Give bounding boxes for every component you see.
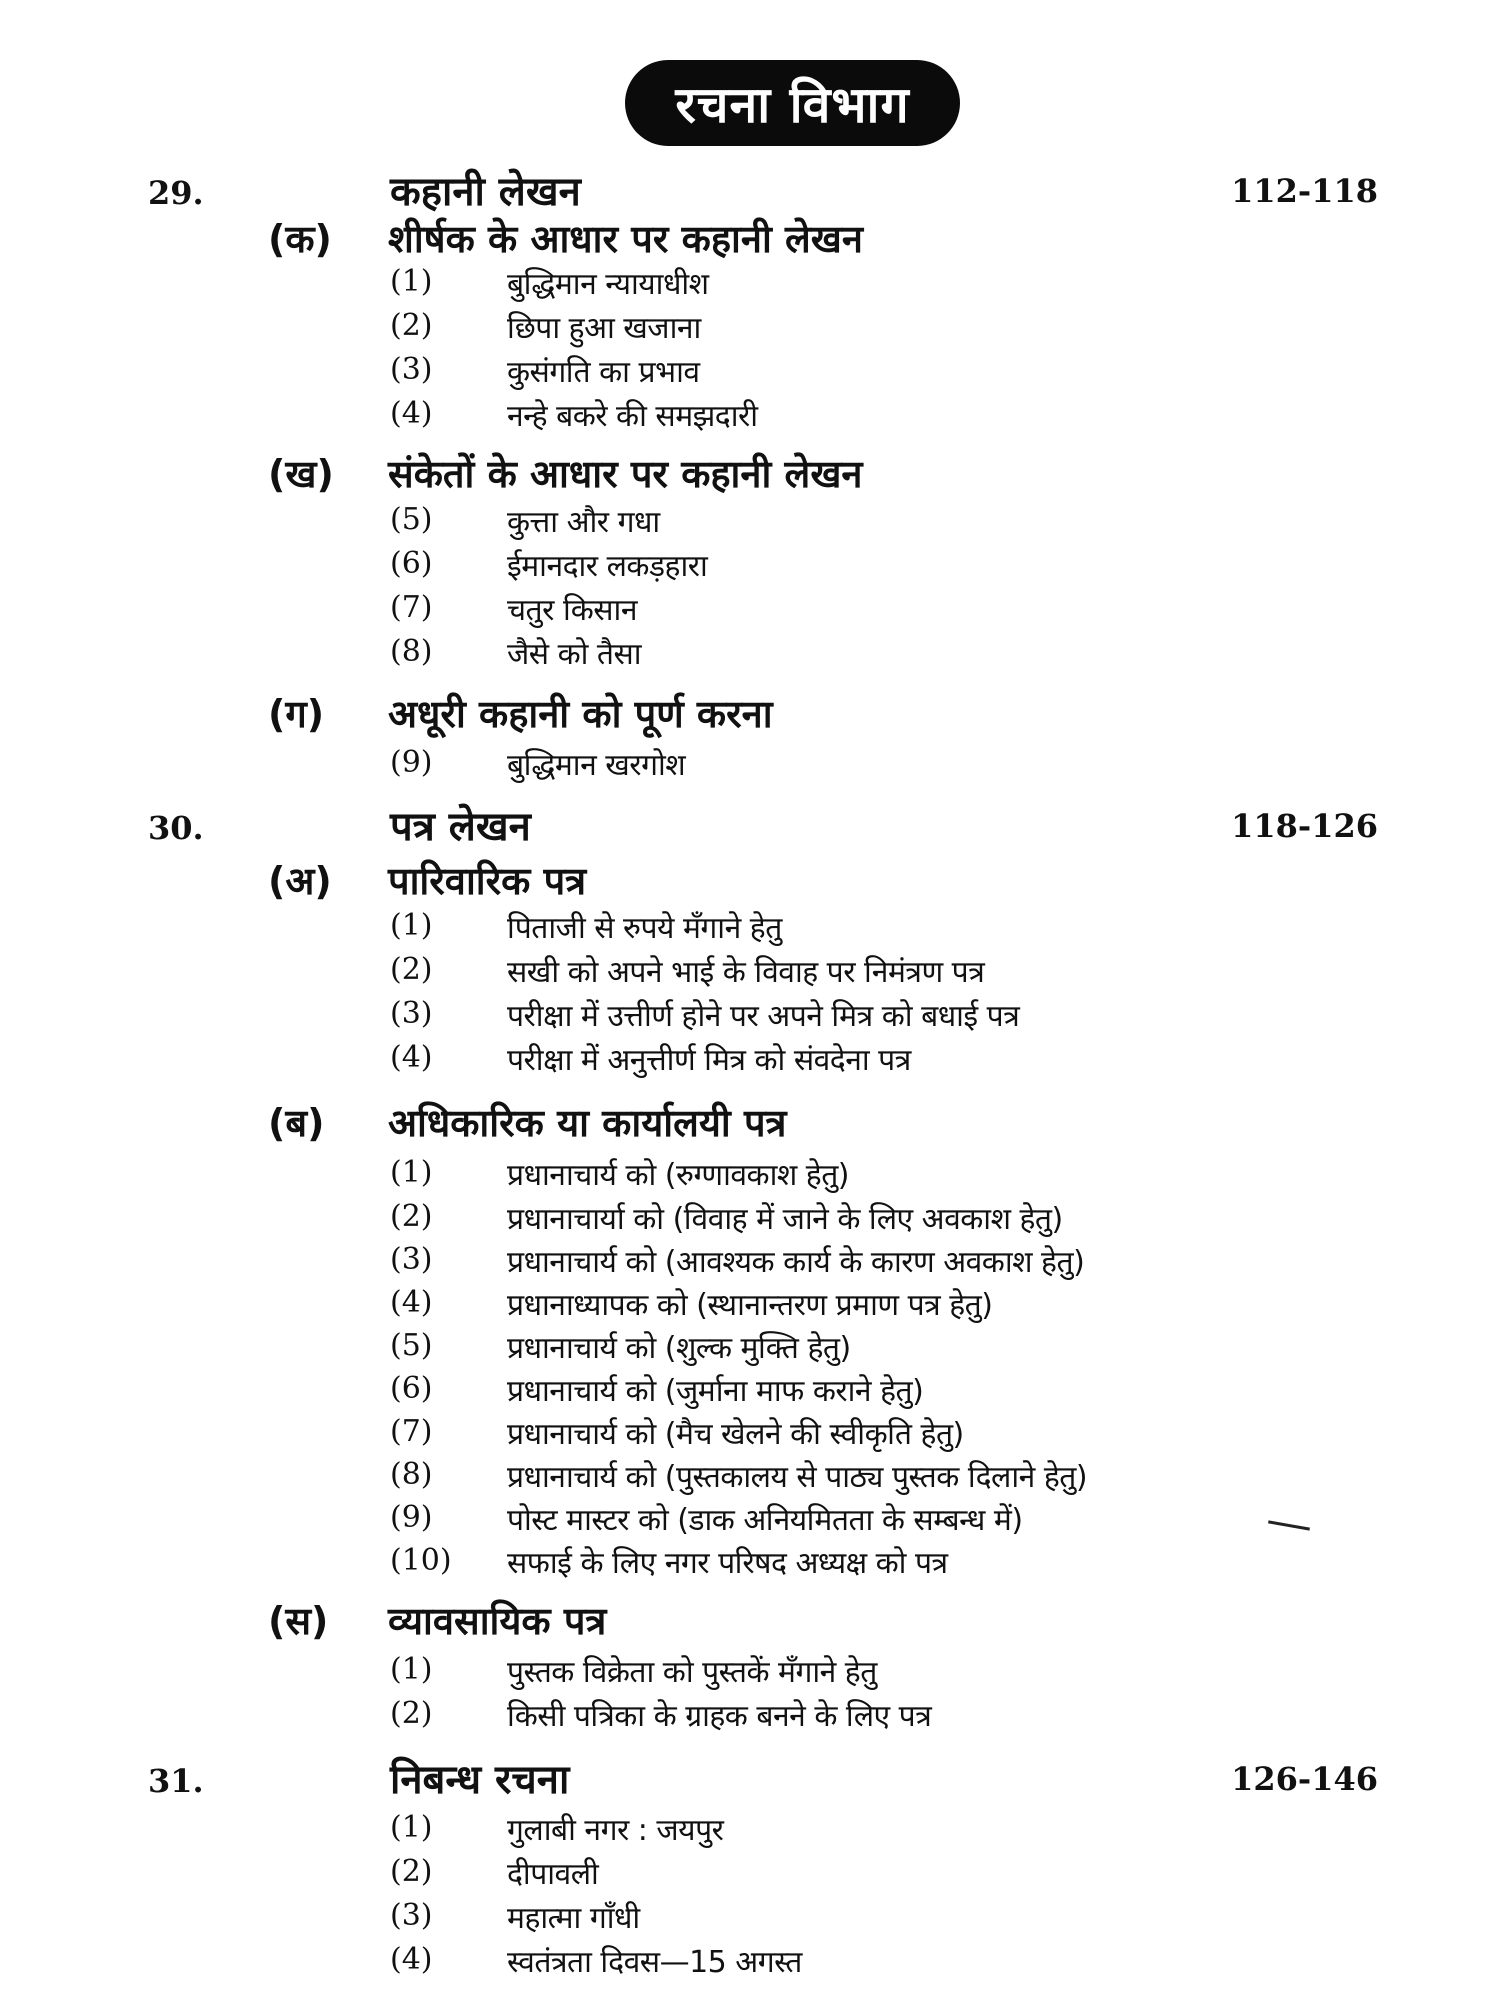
item-number: (9) <box>390 1500 433 1535</box>
item-text: नन्हे बकरे की समझदारी <box>507 399 758 434</box>
section-label: (ख) <box>268 452 334 496</box>
item-number: (2) <box>390 1696 433 1731</box>
item-text: पिताजी से रुपये मँगाने हेतु <box>507 911 782 946</box>
item-number: (2) <box>390 308 433 343</box>
item-text: प्रधानाचार्य को (शुल्क मुक्ति हेतु) <box>507 1331 851 1366</box>
item-text: स्वतंत्रता दिवस—15 अगस्त <box>507 1945 802 1980</box>
section-label: (स) <box>268 1599 329 1643</box>
list-item <box>0 1896 1500 1940</box>
item-text: प्रधानाध्यापक को (स्थानान्तरण प्रमाण पत्र हेतु) <box>507 1288 993 1323</box>
item-number: (2) <box>390 1854 433 1889</box>
section-heading <box>0 685 1500 741</box>
list-item <box>0 1852 1500 1896</box>
list-item <box>0 632 1500 676</box>
list-item <box>0 1650 1500 1694</box>
list-item <box>0 1455 1500 1499</box>
section-label: (अ) <box>268 859 332 903</box>
item-number: (8) <box>390 634 433 669</box>
list-item <box>0 743 1500 787</box>
item-number: (1) <box>390 1652 433 1687</box>
item-number: (5) <box>390 502 433 537</box>
section-title: पारिवारिक पत्र <box>388 859 587 903</box>
item-text: परीक्षा में अनुत्तीर्ण मित्र को संवदेना पत्र <box>507 1043 911 1078</box>
item-number: (9) <box>390 745 433 780</box>
item-text: कुत्ता और गधा <box>507 505 660 540</box>
section-heading <box>0 210 1500 266</box>
list-item <box>0 906 1500 950</box>
item-number: (4) <box>390 1285 433 1320</box>
item-number: (1) <box>390 264 433 299</box>
item-text: ईमानदार लकड़हारा <box>507 549 708 584</box>
item-text: सखी को अपने भाई के विवाह पर निमंत्रण पत्र <box>507 955 985 990</box>
item-text: प्रधानाचार्य को (जुर्माना माफ कराने हेतु) <box>507 1374 924 1409</box>
list-item <box>0 1694 1500 1738</box>
item-text: गुलाबी नगर : जयपुर <box>507 1813 724 1848</box>
item-text: प्रधानाचार्य को (मैच खेलने की स्वीकृति हेतु) <box>507 1417 964 1452</box>
list-item <box>0 306 1500 350</box>
item-number: (5) <box>390 1328 433 1363</box>
list-item <box>0 500 1500 544</box>
chapter-title: निबन्ध रचना <box>390 1757 570 1803</box>
item-number: (2) <box>390 952 433 987</box>
item-number: (4) <box>390 1040 433 1075</box>
section-title: व्यावसायिक पत्र <box>388 1599 607 1643</box>
section-label: (ग) <box>268 692 325 736</box>
item-number: (7) <box>390 590 433 625</box>
section-heading <box>0 1592 1500 1648</box>
item-text: महात्मा गाँधी <box>507 1901 640 1936</box>
chapter-title: पत्र लेखन <box>390 804 531 850</box>
item-text: प्रधानाचार्य को (पुस्तकालय से पाठ्य पुस्तक दिलाने हेतु) <box>507 1460 1088 1495</box>
item-text: परीक्षा में उत्तीर्ण होने पर अपने मित्र को बधाई पत्र <box>507 999 1020 1034</box>
item-number: (4) <box>390 1942 433 1977</box>
item-number: (6) <box>390 1371 433 1406</box>
list-item <box>0 588 1500 632</box>
item-text: चतुर किसान <box>507 593 637 628</box>
item-text: बुद्धिमान न्यायाधीश <box>507 267 709 302</box>
item-text: सफाई के लिए नगर परिषद अध्यक्ष को पत्र <box>507 1546 948 1581</box>
section-heading <box>0 1094 1500 1150</box>
section-title: अधूरी कहानी को पूर्ण करना <box>388 692 773 736</box>
item-text: पुस्तक विक्रेता को पुस्तकें मँगाने हेतु <box>507 1655 877 1690</box>
chapter-number: 30. <box>148 809 204 847</box>
chapter-pages: 126-146 <box>1231 1760 1378 1798</box>
list-item <box>0 394 1500 438</box>
item-text: पोस्ट मास्टर को (डाक अनियमितता के सम्बन्ध में) <box>507 1503 1023 1538</box>
item-text: छिपा हुआ खजाना <box>507 311 701 346</box>
list-item <box>0 1541 1500 1585</box>
section-title: अधिकारिक या कार्यालयी पत्र <box>388 1101 787 1145</box>
list-item <box>0 950 1500 994</box>
item-number: (3) <box>390 1898 433 1933</box>
list-item <box>0 1412 1500 1456</box>
list-item <box>0 1240 1500 1284</box>
item-number: (3) <box>390 352 433 387</box>
item-number: (1) <box>390 1810 433 1845</box>
list-item <box>0 1369 1500 1413</box>
item-number: (1) <box>390 1155 433 1190</box>
item-number: (2) <box>390 1199 433 1234</box>
list-item <box>0 1940 1500 1984</box>
item-text: जैसे को तैसा <box>507 637 642 672</box>
chapter-number: 29. <box>148 174 204 212</box>
list-item <box>0 1498 1500 1542</box>
chapter-heading-30 <box>0 795 1500 855</box>
item-text: प्रधानाचार्य को (रुग्णावकाश हेतु) <box>507 1158 850 1193</box>
list-item <box>0 1038 1500 1082</box>
section-heading <box>0 445 1500 501</box>
item-number: (6) <box>390 546 433 581</box>
item-number: (10) <box>390 1543 452 1578</box>
list-item <box>0 350 1500 394</box>
list-item <box>0 994 1500 1038</box>
list-item <box>0 262 1500 306</box>
item-text: कुसंगति का प्रभाव <box>507 355 700 390</box>
item-text: बुद्धिमान खरगोश <box>507 748 686 783</box>
item-number: (4) <box>390 396 433 431</box>
item-text: दीपावली <box>507 1857 599 1892</box>
section-title: संकेतों के आधार पर कहानी लेखन <box>388 452 863 496</box>
list-item <box>0 1153 1500 1197</box>
chapter-title: कहानी लेखन <box>390 169 581 215</box>
item-number: (3) <box>390 996 433 1031</box>
list-item <box>0 1283 1500 1327</box>
item-number: (3) <box>390 1242 433 1277</box>
list-item <box>0 1197 1500 1241</box>
item-text: प्रधानाचार्या को (विवाह में जाने के लिए अवकाश हेतु) <box>507 1202 1063 1237</box>
list-item <box>0 544 1500 588</box>
item-text: किसी पत्रिका के ग्राहक बनने के लिए पत्र <box>507 1699 932 1734</box>
chapter-pages: 118-126 <box>1231 807 1378 845</box>
section-heading <box>0 852 1500 908</box>
item-text: प्रधानाचार्य को (आवश्यक कार्य के कारण अवकाश हेतु) <box>507 1245 1085 1280</box>
chapter-heading-31 <box>0 1748 1500 1808</box>
item-number: (8) <box>390 1457 433 1492</box>
section-label: (क) <box>268 217 332 261</box>
list-item <box>0 1326 1500 1370</box>
section-label: (ब) <box>268 1101 325 1145</box>
item-number: (7) <box>390 1414 433 1449</box>
item-number: (1) <box>390 908 433 943</box>
list-item <box>0 1808 1500 1852</box>
section-title: शीर्षक के आधार पर कहानी लेखन <box>388 217 863 261</box>
chapter-number: 31. <box>148 1762 204 1800</box>
page-title: रचना विभाग <box>625 60 960 146</box>
chapter-pages: 112-118 <box>1231 172 1378 210</box>
